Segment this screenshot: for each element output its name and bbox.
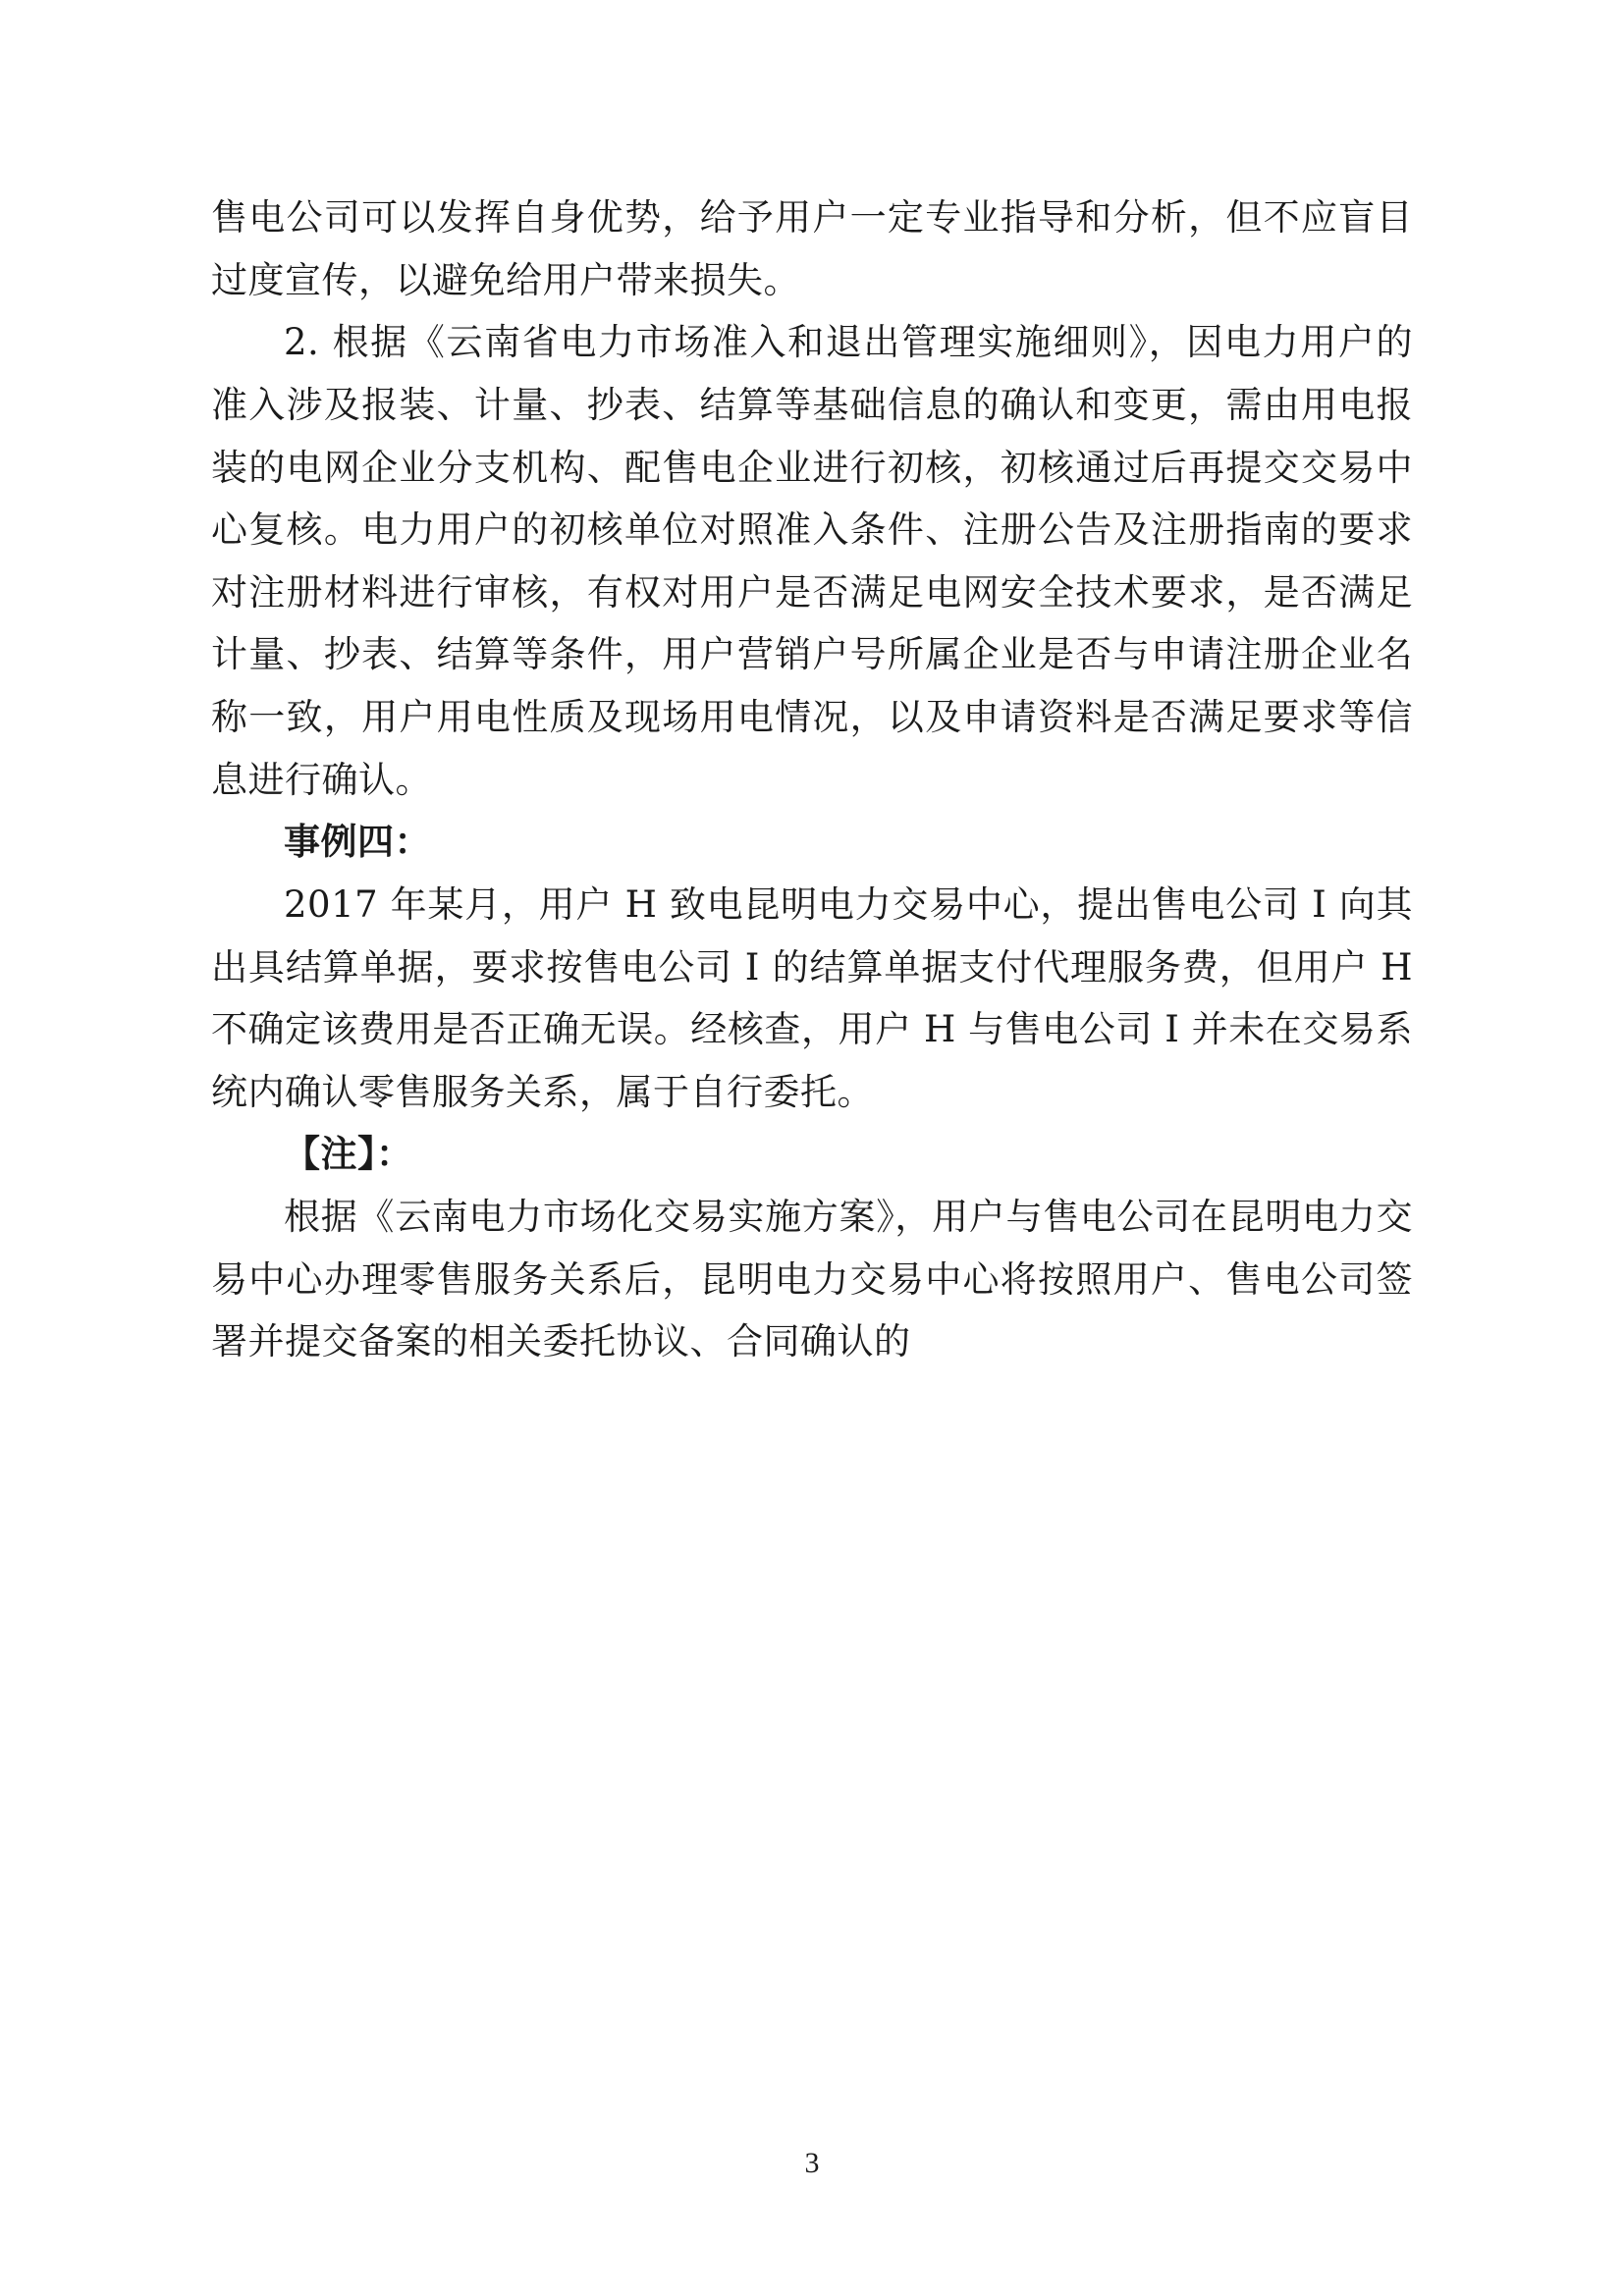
paragraph-case-four-body: 2017 年某月，用户 H 致电昆明电力交易中心，提出售电公司 I 向其出具结算单据，要求按售电公司 I 的结算单据支付代理服务费，但用户 H 不确定该费用是否正确无误。经核查，用户 H 与售电公司 I 并未在交易系统内确认零售服务关系，属于自行委托。 — [211, 882, 1413, 1113]
paragraph-note-body: 根据《云南电力市场化交易实施方案》，用户与售电公司在昆明电力交易中心办理零售服务关系后，昆明电力交易中心将按照用户、售电公司签署并提交备案的相关委托协议、合同确认的 — [211, 1196, 1413, 1363]
section-heading-case-four: 事例四： — [284, 820, 431, 864]
paragraph-item-2: 2. 根据《云南省电力市场准入和退出管理实施细则》，因电力用户的准入涉及报装、计量、抄表、结算等基础信息的确认和变更，需由用电报装的电网企业分支机构、配售电企业进行初核，初核通过后再提交交易中心复核。电力用户的初核单位对照准入条件、注册公告及注册指南的要求对注册材料进行审核，有权对用户是否满足电网安全技术要求，是否满足计量、抄表、结算等条件，用户营销户号所属企业是否与申请注册企业名称一致，用户用电性质及现场用电情况，以及申请资料是否满足要求等信息进行确认。 — [211, 321, 1413, 801]
page-number: 3 — [804, 2147, 820, 2179]
paragraph-continuation: 售电公司可以发挥自身优势，给予用户一定专业指导和分析，但不应盲目过度宣传，以避免给用户带来损失。 — [211, 196, 1413, 301]
document-body — [211, 187, 1413, 1373]
section-heading-note: 【注】： — [284, 1132, 413, 1176]
